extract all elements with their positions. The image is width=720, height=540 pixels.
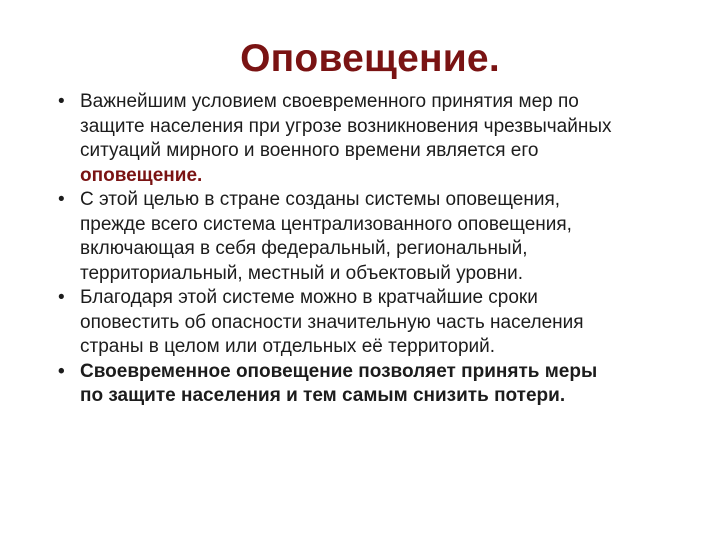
highlight-term: оповещение. [80, 164, 203, 186]
bullet-line: защите населения при угрозе возникновения чрезвычайных [80, 115, 612, 137]
bullet-line: ситуаций мирного и военного времени является его [80, 140, 539, 161]
bullet-dot-icon: • [58, 189, 65, 210]
bullet-line: Своевременное оповещение позволяет принять меры [80, 360, 598, 382]
bullet-list [58, 90, 698, 409]
bullet-line: Благодаря этой системе можно в кратчайшие сроки [80, 287, 538, 308]
bullet-dot-icon: • [58, 91, 65, 112]
bullet-item-3 [58, 286, 698, 360]
bullet-line: включающая в себя федеральный, региональный, [80, 238, 528, 259]
slide-title: Оповещение. [240, 37, 500, 80]
bullet-line: прежде всего система централизованного оповещения, [80, 213, 572, 235]
bullet-line: оповестить об опасности значительную часть населения [80, 311, 584, 333]
bullet-line: по защите населения и тем самым снизить потери. [80, 385, 566, 406]
bullet-line: страны в целом или отдельных её территорий. [80, 336, 496, 357]
bullet-line: С этой целью в стране созданы системы оповещения, [80, 189, 561, 210]
bullet-dot-icon: • [58, 287, 65, 308]
bullet-item-1 [58, 90, 698, 188]
bullet-line: территориальный, местный и объектовый уровни. [80, 262, 524, 284]
bullet-text [80, 90, 698, 188]
bullet-item-2 [58, 188, 698, 286]
bullet-text [80, 360, 698, 409]
bullet-text [80, 188, 698, 286]
bullet-text [80, 286, 698, 360]
bullet-item-4 [58, 360, 698, 409]
bullet-line: Важнейшим условием своевременного принятия мер по [80, 91, 579, 112]
bullet-dot-icon: • [58, 360, 65, 382]
